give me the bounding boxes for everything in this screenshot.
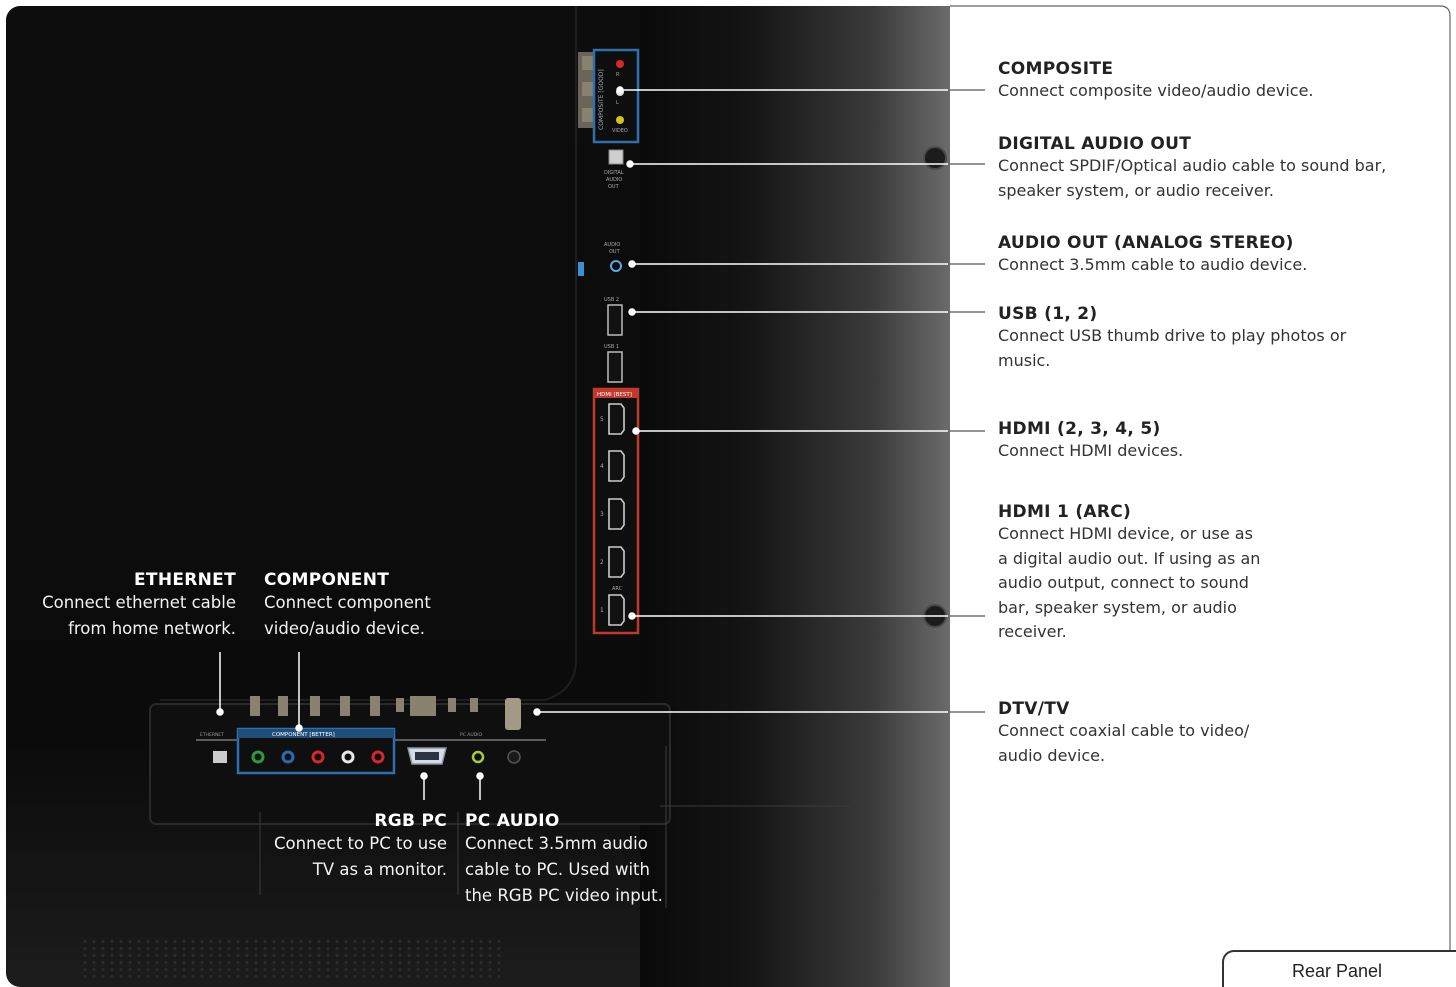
callout-desc: Connect HDMI device, or use as — [998, 524, 1253, 543]
callout-desc: Connect 3.5mm audio — [465, 834, 648, 853]
callout-desc: Connect component — [264, 593, 431, 612]
usb2-label: USB 2 — [604, 297, 620, 303]
callout-title: PC AUDIO — [465, 811, 560, 831]
callout-desc: TV as a monitor. — [312, 860, 447, 879]
ethernet-port-label: ETHERNET — [200, 733, 224, 738]
side-button — [578, 262, 584, 276]
callout-title: RGB PC — [374, 811, 447, 831]
callout-hdmi-2-5 — [998, 419, 1183, 464]
component-header-label: COMPONENT [BETTER] — [272, 732, 335, 738]
callout-usb — [998, 304, 1346, 373]
hdmi-number-2: 2 — [600, 559, 604, 566]
callout-dtv-tv — [998, 699, 1249, 768]
callout-desc: cable to PC. Used with — [465, 860, 650, 879]
hdmi-number-5: 5 — [600, 416, 604, 423]
callout-desc: Connect composite video/audio device. — [998, 81, 1314, 100]
callout-desc: receiver. — [998, 622, 1067, 641]
audio-out-jack — [611, 261, 621, 271]
callout-desc: the RGB PC video input. — [465, 886, 663, 905]
pc-audio-jack — [473, 752, 483, 762]
callout-pc-audio — [465, 811, 663, 909]
callout-desc: Connect coaxial cable to video/ — [998, 721, 1250, 740]
component-pb-jack — [283, 752, 293, 762]
callout-desc: Connect SPDIF/Optical audio cable to sound bar, — [998, 156, 1387, 175]
coax-connector — [505, 698, 521, 730]
callout-composite — [998, 59, 1314, 104]
callout-digital-audio-out — [998, 134, 1386, 203]
callout-desc: from home network. — [68, 619, 236, 638]
callout-desc: video/audio device. — [264, 619, 426, 638]
hdmi-number-3: 3 — [600, 511, 604, 518]
callout-desc: Connect HDMI devices. — [998, 441, 1184, 460]
callout-component — [264, 570, 431, 642]
hdmi-header-label: HDMI [BEST] — [597, 392, 632, 398]
composite-video-jack — [616, 116, 624, 124]
pc-audio-port-label: PC AUDIO — [460, 733, 482, 738]
composite-header-label: COMPOSITE [GOOD] — [598, 69, 605, 130]
component-audio-r-jack — [373, 752, 383, 762]
callout-desc: Connect 3.5mm cable to audio device. — [998, 255, 1308, 274]
hdmi-number-1: 1 — [600, 607, 604, 614]
composite-r-label: R — [616, 72, 620, 78]
callout-desc: audio output, connect to sound — [998, 573, 1249, 592]
callout-desc: Connect ethernet cable — [42, 593, 236, 612]
speaker-grille — [80, 940, 500, 982]
composite-r-jack — [616, 60, 624, 68]
composite-l-label: L — [616, 100, 619, 106]
component-audio-l-jack — [343, 752, 353, 762]
callout-title: HDMI (2, 3, 4, 5) — [998, 419, 1161, 439]
callout-desc: Connect to PC to use — [273, 834, 447, 853]
tv-edge-gradient — [640, 6, 950, 987]
callout-audio-out — [998, 233, 1307, 278]
callout-title: COMPONENT — [264, 570, 390, 590]
digital-audio-label-2: AUDIO — [606, 177, 623, 183]
bottom-port-panel — [150, 704, 670, 824]
callout-title: ETHERNET — [134, 570, 236, 590]
callout-title: DTV/TV — [998, 699, 1070, 719]
callout-title: AUDIO OUT (ANALOG STEREO) — [998, 233, 1294, 253]
callout-title: COMPOSITE — [998, 59, 1114, 79]
usb1-label: USB 1 — [604, 344, 620, 350]
digital-audio-label-3: OUT — [608, 184, 619, 190]
callout-desc: Connect USB thumb drive to play photos or — [998, 326, 1347, 345]
callout-desc: speaker system, or audio receiver. — [998, 180, 1274, 200]
optical-port — [609, 150, 623, 164]
callout-title: DIGITAL AUDIO OUT — [998, 134, 1192, 154]
rear-panel-tab — [1222, 950, 1456, 987]
hdmi-number-4: 4 — [600, 463, 604, 470]
leader-lines-right — [950, 90, 985, 712]
audio-out-label-1: AUDIO — [604, 242, 621, 248]
usb1-port — [608, 352, 622, 382]
coax-port — [508, 751, 520, 763]
composite-video-label: VIDEO — [612, 128, 628, 134]
usb2-port — [608, 305, 622, 335]
callout-desc: audio device. — [998, 745, 1106, 765]
component-pr-jack — [313, 752, 323, 762]
callout-title: HDMI 1 (ARC) — [998, 502, 1132, 522]
callout-desc: a digital audio out. If using as an — [998, 548, 1261, 568]
arc-label: ARC — [612, 586, 623, 592]
callout-desc: music. — [998, 350, 1051, 370]
audio-out-label-2: OUT — [609, 249, 620, 255]
callout-rgb-pc — [274, 811, 447, 883]
vga-port-inner — [415, 752, 439, 760]
digital-audio-label-1: DIGITAL — [604, 170, 624, 176]
rear-panel-title: Rear Panel — [1292, 961, 1383, 981]
component-y-jack — [253, 752, 263, 762]
callout-desc: bar, speaker system, or audio — [998, 597, 1237, 617]
ethernet-port — [213, 751, 227, 763]
callout-title: USB (1, 2) — [998, 304, 1098, 324]
mounting-screw-top — [924, 147, 946, 169]
callout-hdmi-1-arc — [998, 502, 1260, 645]
callout-ethernet — [42, 570, 236, 642]
